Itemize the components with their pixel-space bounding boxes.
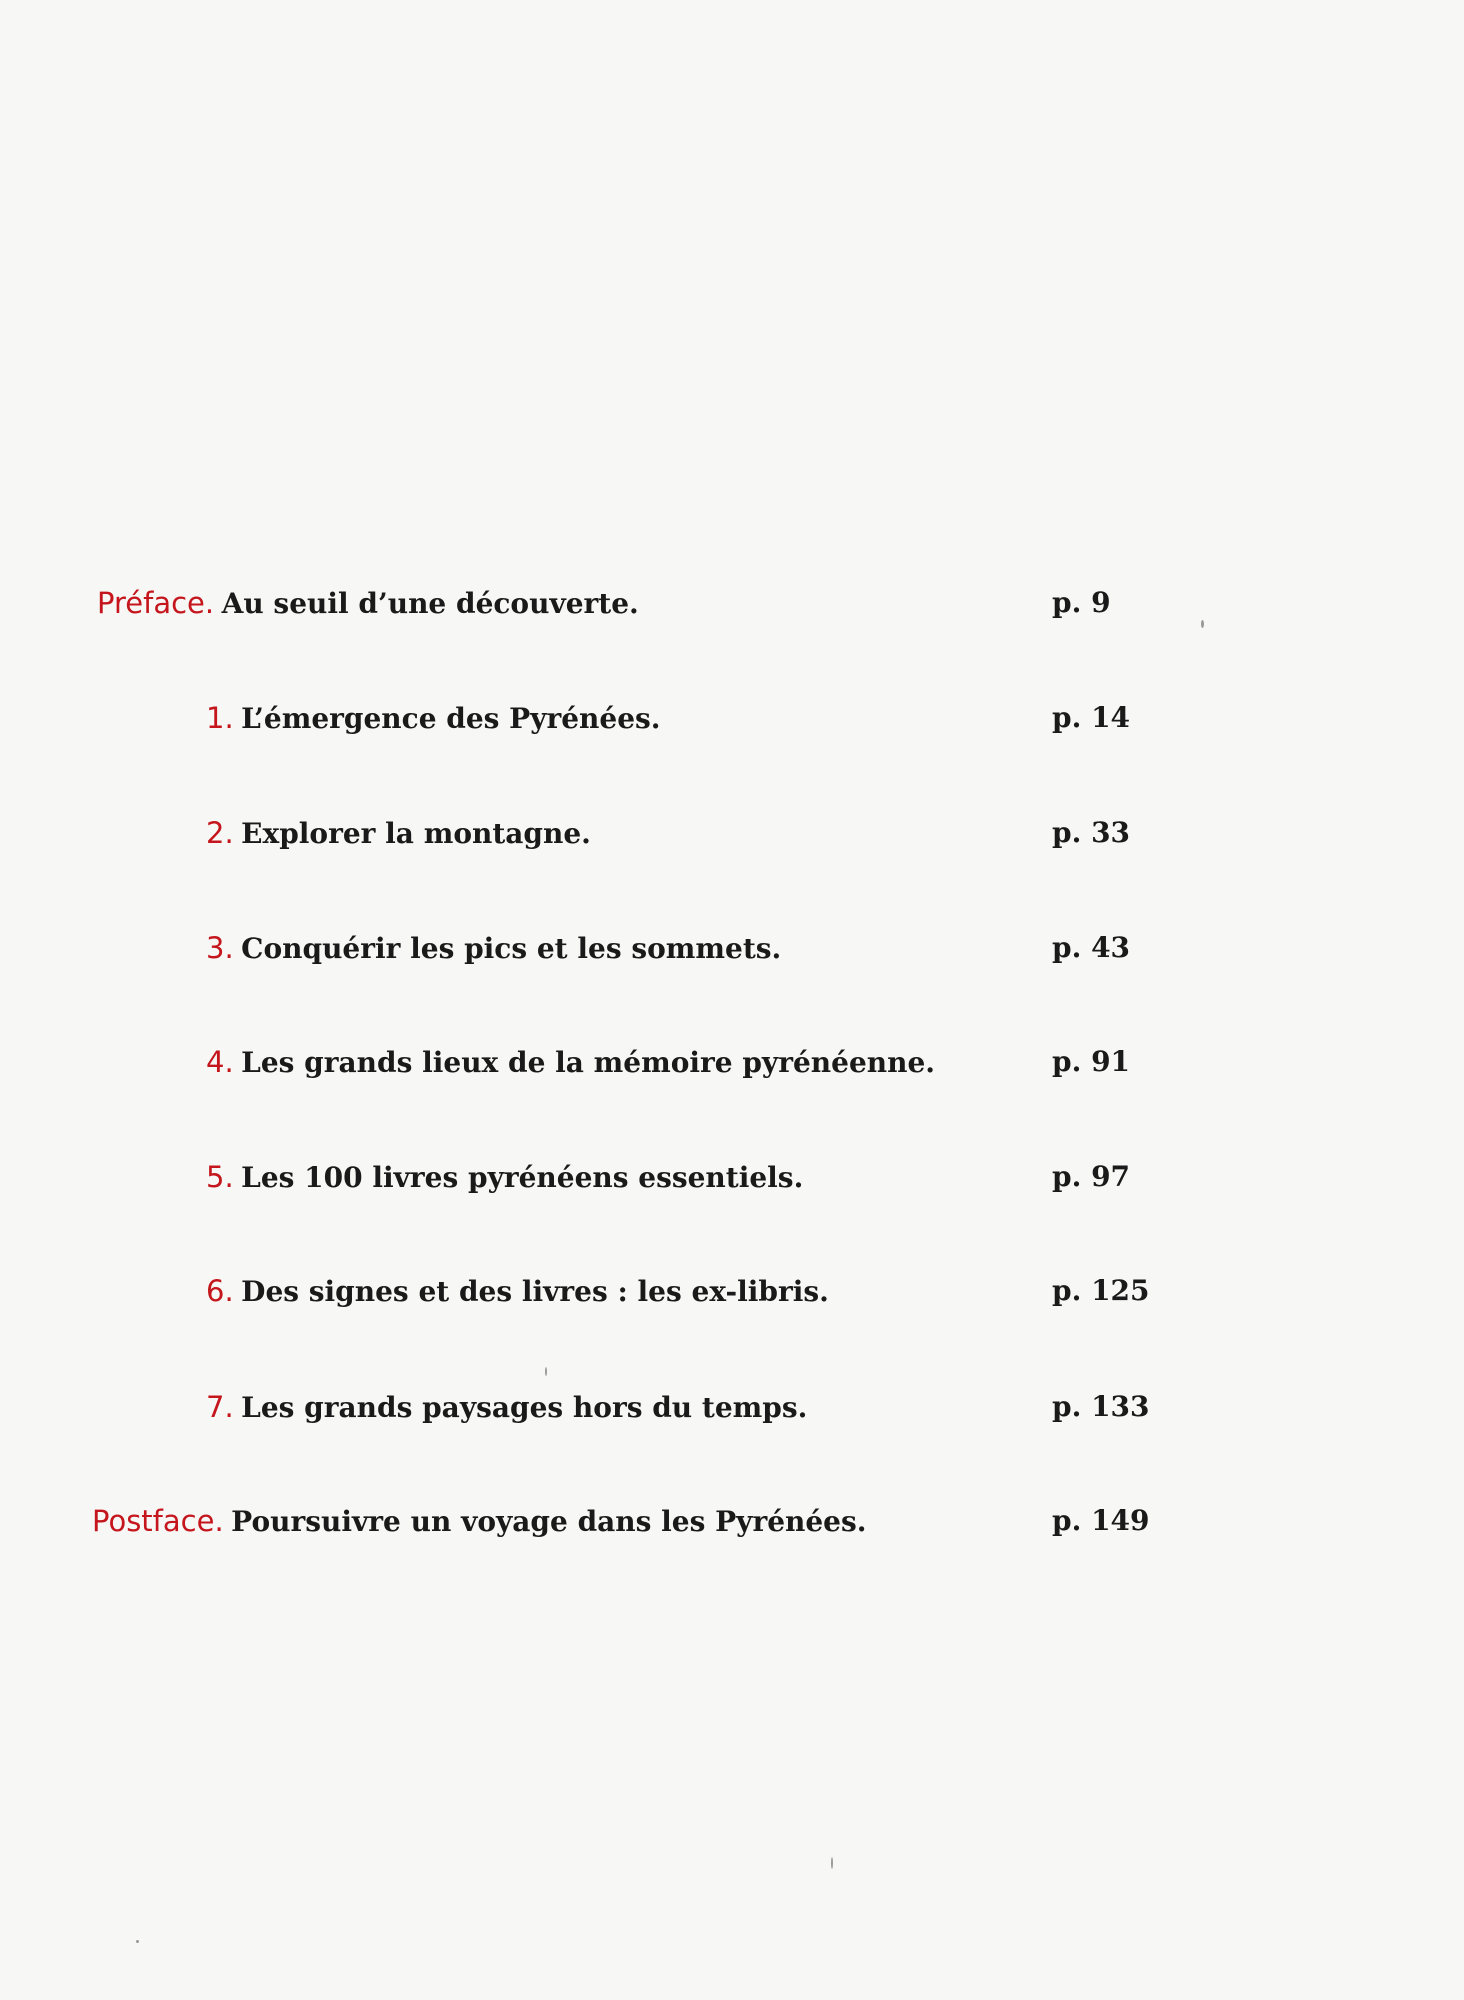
entry-heading — [92, 1491, 867, 1552]
entry-title-1: L’émergence des Pyrénées. — [241, 702, 661, 735]
entry-title-preface: Au seuil d’une découverte. — [221, 587, 639, 620]
paper-speck — [831, 1857, 833, 1869]
entry-title-2: Explorer la montagne. — [241, 817, 591, 850]
toc-entry-chapter-3[interactable] — [0, 918, 1464, 978]
paper-speck — [1201, 620, 1204, 628]
entry-title-4: Les grands lieux de la mémoire pyrénéenne. — [241, 1046, 936, 1079]
entry-title-3: Conquérir les pics et les sommets. — [241, 932, 782, 965]
entry-number-7: 7. — [206, 1390, 234, 1424]
entry-number-5: 5. — [206, 1160, 234, 1194]
entry-number-1: 1. — [206, 701, 234, 735]
entry-page-7: p. 133 — [1052, 1390, 1150, 1423]
toc-entry-chapter-2[interactable] — [0, 803, 1464, 863]
entry-heading — [206, 918, 781, 979]
entry-page-6: p. 125 — [1052, 1274, 1150, 1307]
toc-entry-preface[interactable] — [0, 573, 1464, 633]
entry-heading — [206, 1261, 829, 1322]
entry-title-7: Les grands paysages hors du temps. — [241, 1391, 808, 1424]
entry-page-2: p. 33 — [1052, 816, 1131, 849]
toc-entry-chapter-5[interactable] — [0, 1147, 1464, 1207]
toc-entry-chapter-1[interactable] — [0, 688, 1464, 748]
entry-page-1: p. 14 — [1052, 701, 1131, 734]
entry-title-6: Des signes et des livres : les ex-libris. — [241, 1275, 829, 1308]
entry-page-4: p. 91 — [1052, 1045, 1131, 1078]
entry-page-postface: p. 149 — [1052, 1504, 1150, 1537]
entry-page-5: p. 97 — [1052, 1160, 1131, 1193]
entry-number-4: 4. — [206, 1045, 234, 1079]
toc-entry-postface[interactable] — [0, 1491, 1464, 1551]
entry-title-postface: Poursuivre un voyage dans les Pyrénées. — [231, 1505, 867, 1538]
entry-title-5: Les 100 livres pyrénéens essentiels. — [241, 1161, 804, 1194]
entry-label-preface: Préface. — [97, 586, 215, 620]
entry-heading — [206, 1032, 935, 1093]
entry-number-3: 3. — [206, 931, 234, 965]
entry-number-6: 6. — [206, 1274, 234, 1308]
toc-entry-chapter-6[interactable] — [0, 1261, 1464, 1321]
entry-heading — [206, 803, 591, 864]
entry-heading — [206, 1147, 803, 1208]
entry-page-preface: p. 9 — [1052, 586, 1111, 619]
entry-label-postface: Postface. — [92, 1504, 224, 1538]
entry-heading — [97, 573, 639, 634]
entry-number-2: 2. — [206, 816, 234, 850]
toc-entry-chapter-4[interactable] — [0, 1032, 1464, 1092]
paper-speck — [545, 1367, 547, 1376]
entry-heading — [206, 1377, 807, 1438]
entry-heading — [206, 688, 661, 749]
toc-entry-chapter-7[interactable] — [0, 1377, 1464, 1437]
paper-speck — [136, 1940, 139, 1943]
entry-page-3: p. 43 — [1052, 931, 1131, 964]
